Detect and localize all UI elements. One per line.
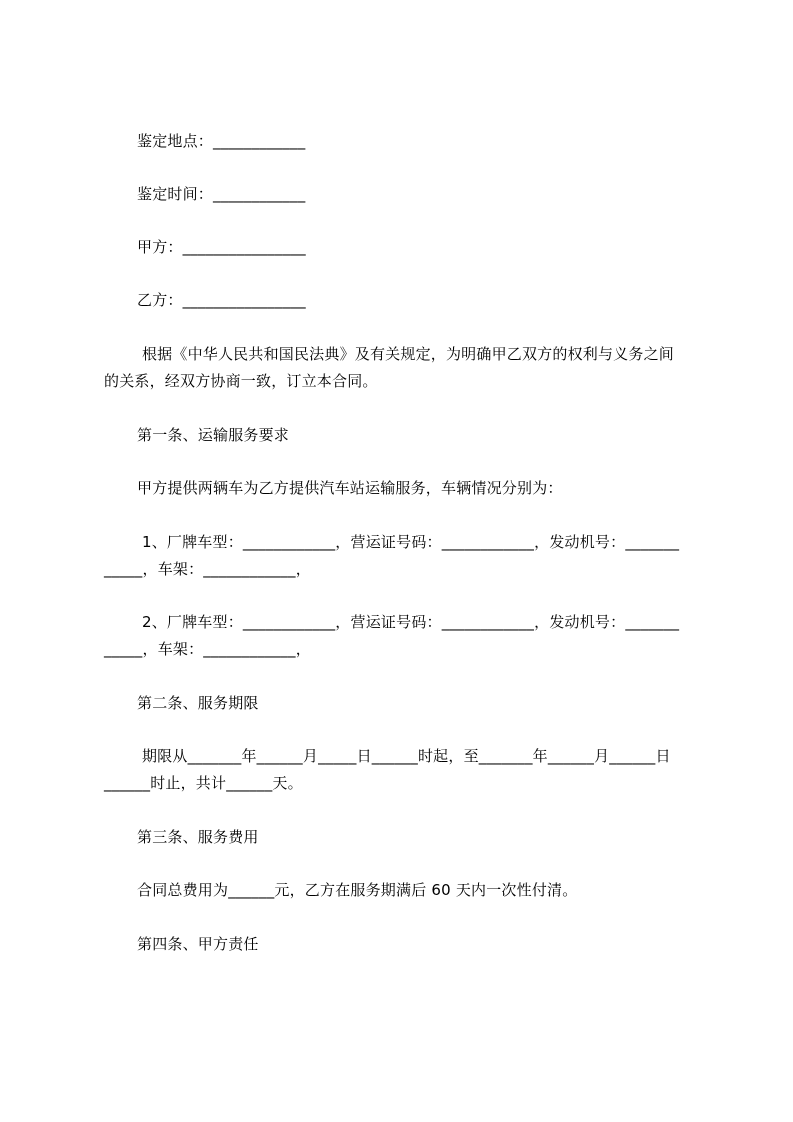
party-b-line: 乙方：________________ [137,291,306,309]
service-fee-line: 合同总费用为______元，乙方在服务期满后 60 天内一次性付清。 [137,881,578,899]
appraisal-location-line: 鉴定地点：____________ [137,132,306,150]
vehicle-1-line-1: 1、厂牌车型：____________，营运证号码：____________，发动机号：_______ [137,533,680,551]
service-period-line-1: 期限从_______年______月_____日______时起，至_______年______月______日 [137,747,671,765]
vehicle-1-line-2: _____，车架：____________， [104,560,311,578]
article-1-heading: 第一条、运输服务要求 [137,426,290,444]
article-4-heading: 第四条、甲方责任 [137,935,259,953]
vehicle-2-line-2: _____，车架：____________， [104,640,311,658]
article-3-heading: 第三条、服务费用 [137,828,259,846]
party-a-line: 甲方：________________ [137,238,306,256]
preamble-line-2: 的关系，经双方协商一致，订立本合同。 [104,372,378,390]
article-2-heading: 第二条、服务期限 [137,694,259,712]
service-period-line-2: ______时止，共计______天。 [104,774,303,792]
vehicle-2-line-1: 2、厂牌车型：____________，营运证号码：____________，发动机号：_______ [137,613,680,631]
appraisal-time-line: 鉴定时间：____________ [137,185,306,203]
preamble-line-1: 根据《中华人民共和国民法典》及有关规定，为明确甲乙双方的权利与义务之间 [137,345,674,363]
article-1-intro: 甲方提供两辆车为乙方提供汽车站运输服务，车辆情况分别为： [137,479,563,497]
